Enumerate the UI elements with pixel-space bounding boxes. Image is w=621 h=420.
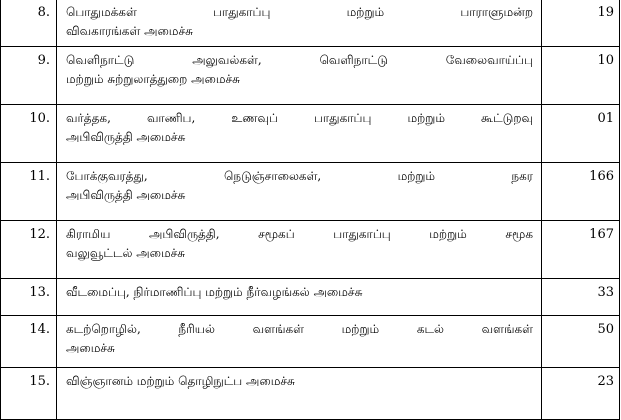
row-count: 167 bbox=[542, 221, 620, 279]
table-row bbox=[1, 47, 620, 105]
table-row bbox=[1, 0, 620, 47]
table-row bbox=[1, 316, 620, 368]
row-count: 01 bbox=[542, 105, 620, 163]
table-row bbox=[1, 368, 620, 420]
ministry-name-line2: அபிவிருத்தி அமைச்சு bbox=[66, 130, 186, 144]
table-row bbox=[1, 221, 620, 279]
ministry-name-line2: வலுவூட்டல் அமைச்சு bbox=[66, 246, 186, 260]
ministry-name-line1: கடற்றொழில், நீரியல் வளங்கள் மற்றும் கடல் வளங்கள் bbox=[66, 322, 533, 336]
row-number: 15. bbox=[1, 368, 57, 420]
ministry-name-line2: விவகாரங்கள் அமைச்சு bbox=[66, 24, 193, 38]
row-count: 33 bbox=[542, 279, 620, 316]
row-count: 23 bbox=[542, 368, 620, 420]
ministry-name-line2: அமைச்சு bbox=[66, 341, 115, 355]
ministry-name-line1: பொதுமக்கள் பாதுகாப்பு மற்றும் பாராளுமன்ற bbox=[66, 5, 533, 19]
row-count: 166 bbox=[542, 163, 620, 221]
ministry-name bbox=[57, 279, 542, 316]
row-number: 11. bbox=[1, 163, 57, 221]
table-row bbox=[1, 279, 620, 316]
ministry-name-line1: போக்குவரத்து, நெடுஞ்சாலைகள், மற்றும் நகர bbox=[66, 169, 533, 183]
ministry-name bbox=[57, 105, 542, 163]
ministry-name bbox=[57, 368, 542, 420]
ministry-name bbox=[57, 316, 542, 368]
ministry-name-line1: கிராமிய அபிவிருத்தி, சமூகப் பாதுகாப்பு மற்றும் சமூக bbox=[66, 227, 533, 241]
ministry-name-line2: அபிவிருத்தி அமைச்சு bbox=[66, 188, 186, 202]
ministry-name-line1: விஞ்ஞானம் மற்றும் தொழிநுட்ப அமைச்சு bbox=[66, 374, 295, 388]
ministry-name-line1: வெளிநாட்டு அலுவல்கள், வெளிநாட்டு வேலைவாய்ப்பு bbox=[66, 53, 533, 67]
row-number: 8. bbox=[1, 0, 57, 47]
ministry-name bbox=[57, 0, 542, 47]
row-number: 12. bbox=[1, 221, 57, 279]
row-count: 10 bbox=[542, 47, 620, 105]
ministry-name-line1: வர்த்தக, வாணிப, உணவுப் பாதுகாப்பு மற்றும் கூட்டுறவு bbox=[66, 111, 533, 125]
row-count: 50 bbox=[542, 316, 620, 368]
row-count: 19 bbox=[542, 0, 620, 47]
ministry-name bbox=[57, 163, 542, 221]
row-number: 13. bbox=[1, 279, 57, 316]
row-number: 10. bbox=[1, 105, 57, 163]
ministry-name bbox=[57, 47, 542, 105]
row-number: 9. bbox=[1, 47, 57, 105]
ministry-name-line2: மற்றும் சுற்றுலாத்துறை அமைச்சு bbox=[66, 72, 240, 86]
table-row bbox=[1, 105, 620, 163]
table-row bbox=[1, 163, 620, 221]
ministry-name bbox=[57, 221, 542, 279]
ministry-name-line1: வீடமைப்பு, நிர்மாணிப்பு மற்றும் நீர்வழங்கல் அமைச்சு bbox=[66, 285, 363, 299]
row-number: 14. bbox=[1, 316, 57, 368]
